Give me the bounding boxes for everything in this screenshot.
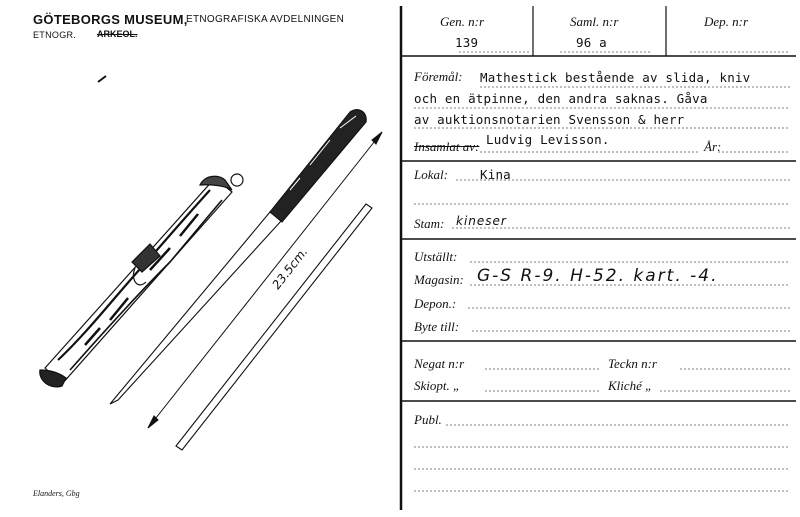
insamlat-label: Insamlat av: <box>414 139 480 154</box>
description-line-1: Mathestick bestående av slida, kniv <box>480 70 751 85</box>
publ-label: Publ. <box>414 412 442 427</box>
saml-nr-label: Saml. n:r <box>570 14 619 29</box>
lokal-value: Kina <box>480 167 511 182</box>
stam-label: Stam: <box>414 216 445 231</box>
description-line-3: av auktionsnotarien Svensson & herr <box>414 112 685 127</box>
foremal-label: Föremål: <box>414 69 463 84</box>
museum-name: GÖTEBORGS MUSEUM, <box>33 12 188 27</box>
gen-nr-value: 139 <box>455 35 479 50</box>
kliche-label: Kliché „ <box>608 378 653 393</box>
depon-label: Depon.: <box>414 296 457 311</box>
magasin-label: Magasin: <box>414 272 464 287</box>
negat-nr-label: Negat n:r <box>414 356 465 371</box>
department-name: ETNOGRAFISKA AVDELNINGEN <box>186 14 345 25</box>
measurement-label: 23.5cm. <box>269 244 311 292</box>
dep-nr-label: Dep. n:r <box>704 14 749 29</box>
ar-label: År: <box>704 139 722 154</box>
lokal-label: Lokal: <box>414 167 448 182</box>
saml-nr-value: 96 a <box>576 35 607 50</box>
description-line-2: och en ätpinne, den andra saknas. Gåva <box>414 91 708 106</box>
printer-imprint: Elanders, Gbg <box>33 489 80 498</box>
utstallt-label: Utställt: <box>414 249 458 264</box>
skiopt-label: Skiopt. „ <box>414 378 461 393</box>
arkeol-struck-label: ARKEOL. <box>97 29 138 39</box>
gen-nr-label: Gen. n:r <box>440 14 485 29</box>
description-line-4: Ludvig Levisson. <box>486 132 610 147</box>
byte-till-label: Byte till: <box>414 319 460 334</box>
stam-value: kineser <box>456 214 507 228</box>
etnogr-label: ETNOGR. <box>33 30 77 40</box>
magasin-value: G-S R-9. H-52. kart. -4. <box>477 266 719 286</box>
teckn-nr-label: Teckn n:r <box>608 356 657 371</box>
